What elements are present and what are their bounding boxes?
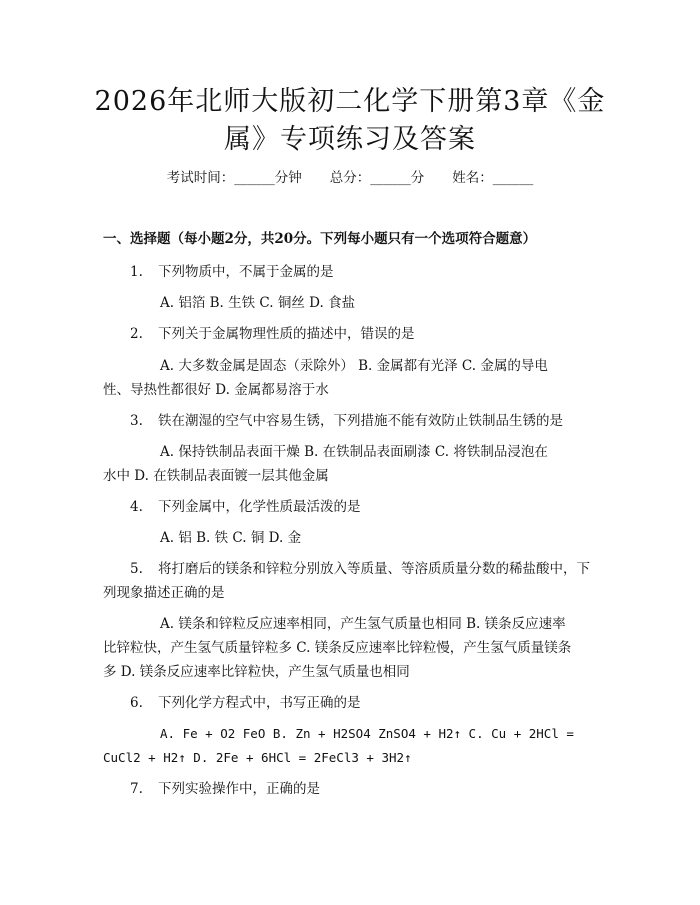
question-1 xyxy=(130,262,334,282)
question-5-options-line2: 比锌粒快，产生氢气质量锌粒多 C. 镁条反应速率比锌粒慢，产生氢气质量镁条 xyxy=(103,640,572,656)
question-5-options-line3: 多 D. 镁条反应速率比锌粒快，产生氢气质量也相同 xyxy=(103,664,410,680)
question-number: 2. xyxy=(130,326,143,342)
question-6-options-line2: CuCl2 + H2↑ D. 2Fe + 6HCl = 2FeCl3 + 3H2↑ xyxy=(103,750,412,765)
question-number: 6. xyxy=(130,695,143,711)
question-4 xyxy=(130,497,361,517)
question-6 xyxy=(130,693,361,713)
question-2-options-line2: 性、导热性都很好 D. 金属都易溶于水 xyxy=(103,382,329,398)
exam-meta xyxy=(0,168,700,188)
question-stem: 下列实验操作中，正确的是 xyxy=(158,781,320,797)
document-title-line2: 属》专项练习及答案 xyxy=(224,124,476,155)
section-heading: 一、选择题（每小题2分，共20分。下列每小题只有一个选项符合题意） xyxy=(103,231,537,247)
question-stem: 下列金属中，化学性质最活泼的是 xyxy=(158,499,361,515)
question-3 xyxy=(130,411,563,431)
document-title-line1: 2026年北师大版初二化学下册第3章《金 xyxy=(94,86,606,117)
question-2-options-line1: A. 大多数金属是固态（汞除外） B. 金属都有光泽 C. 金属的导电 xyxy=(160,358,548,374)
question-7 xyxy=(130,779,320,799)
question-5-stem-line2: 列现象描述正确的是 xyxy=(103,585,225,601)
question-number: 5. xyxy=(130,561,143,577)
question-4-options: A. 铝 B. 铁 C. 铜 D. 金 xyxy=(160,530,302,546)
question-stem: 下列化学方程式中，书写正确的是 xyxy=(158,695,361,711)
total-score-field: 总分：______分 xyxy=(329,170,425,186)
question-stem: 下列物质中，不属于金属的是 xyxy=(158,264,334,280)
question-number: 1. xyxy=(130,264,143,280)
question-6-options-line1: A. Fe + O2 FeO B. Zn + H2SO4 ZnSO4 + H2↑ C. Cu + 2HCl = xyxy=(160,726,574,741)
question-2 xyxy=(130,324,415,344)
question-3-options-line1: A. 保持铁制品表面干燥 B. 在铁制品表面刷漆 C. 将铁制品浸泡在 xyxy=(160,444,548,460)
question-5-options-line1: A. 镁条和锌粒反应速率相同，产生氢气质量也相同 B. 镁条反应速率 xyxy=(160,616,566,632)
question-3-options-line2: 水中 D. 在铁制品表面镀一层其他金属 xyxy=(103,468,329,484)
question-5 xyxy=(130,559,590,579)
name-field: 姓名：______ xyxy=(452,170,534,186)
question-1-options: A. 铝箔 B. 生铁 C. 铜丝 D. 食盐 xyxy=(160,295,356,311)
exam-time-field: 考试时间：______分钟 xyxy=(166,170,302,186)
question-stem: 下列关于金属物理性质的描述中，错误的是 xyxy=(158,326,415,342)
question-number: 3. xyxy=(130,413,143,429)
question-number: 7. xyxy=(130,781,143,797)
question-number: 4. xyxy=(130,499,143,515)
question-stem: 将打磨后的镁条和锌粒分别放入等质量、等溶质质量分数的稀盐酸中，下 xyxy=(158,561,590,577)
question-stem: 铁在潮湿的空气中容易生锈，下列措施不能有效防止铁制品生锈的是 xyxy=(158,413,563,429)
